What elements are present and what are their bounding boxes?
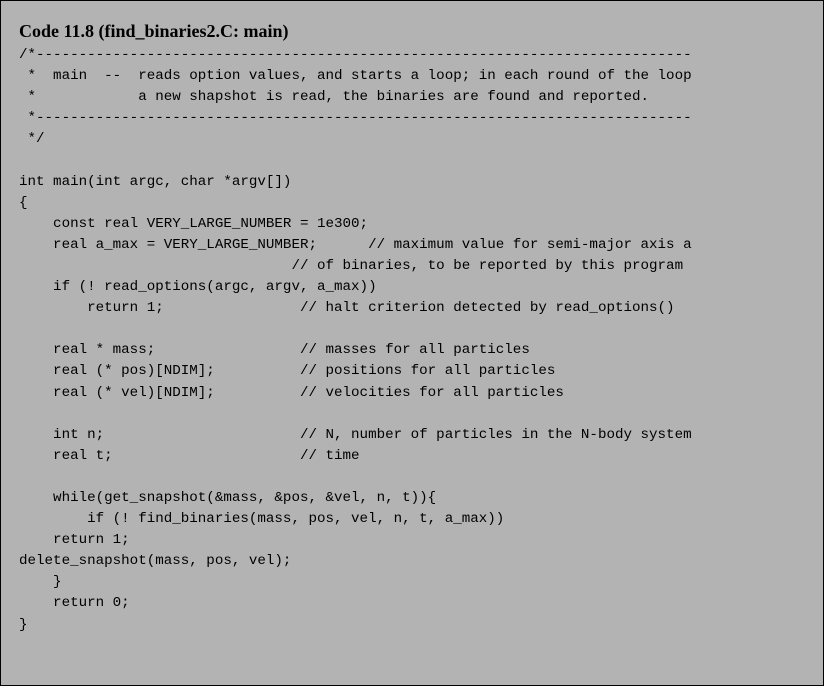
code-line: [19, 404, 692, 425]
code-line: [19, 150, 692, 171]
code-line: real a_max = VERY_LARGE_NUMBER; // maximum value for semi-major axis a: [19, 236, 692, 253]
code-line: return 0;: [19, 595, 130, 612]
code-line: real (* vel)[NDIM]; // velocities for all particles: [19, 384, 564, 401]
code-line: real t; // time: [19, 447, 360, 464]
code-block: [19, 45, 692, 636]
code-line: return 1;: [19, 532, 130, 549]
code-line: * a new shapshot is read, the binaries are found and reported.: [19, 89, 650, 106]
code-line: int main(int argc, char *argv[]): [19, 173, 292, 190]
code-line: {: [19, 194, 28, 211]
code-line: if (! read_options(argc, argv, a_max)): [19, 279, 377, 296]
code-line: while(get_snapshot(&mass, &pos, &vel, n, t)){: [19, 489, 437, 506]
code-line: */: [19, 131, 45, 148]
listing-caption: Code 11.8 (find_binaries2.C: main): [19, 21, 289, 41]
code-line: if (! find_binaries(mass, pos, vel, n, t, a_max)): [19, 511, 505, 528]
code-line: }: [19, 574, 62, 591]
code-line: const real VERY_LARGE_NUMBER = 1e300;: [19, 215, 369, 232]
code-line: * main -- reads option values, and starts a loop; in each round of the loop: [19, 68, 692, 85]
code-line: real (* pos)[NDIM]; // positions for all particles: [19, 363, 556, 380]
code-line: [19, 467, 692, 488]
code-line: *-----------------------------------------------------------------------------: [19, 110, 692, 127]
code-line: [19, 319, 692, 340]
code-line: real * mass; // masses for all particles: [19, 342, 530, 359]
code-line: int n; // N, number of particles in the N-body system: [19, 426, 692, 443]
code-line: /*-----------------------------------------------------------------------------: [19, 47, 692, 63]
code-line: return 1; // halt criterion detected by read_options(): [19, 300, 675, 317]
code-line: delete_snapshot(mass, pos, vel);: [19, 553, 292, 570]
code-line: }: [19, 616, 28, 633]
code-line: // of binaries, to be reported by this program: [19, 257, 684, 274]
